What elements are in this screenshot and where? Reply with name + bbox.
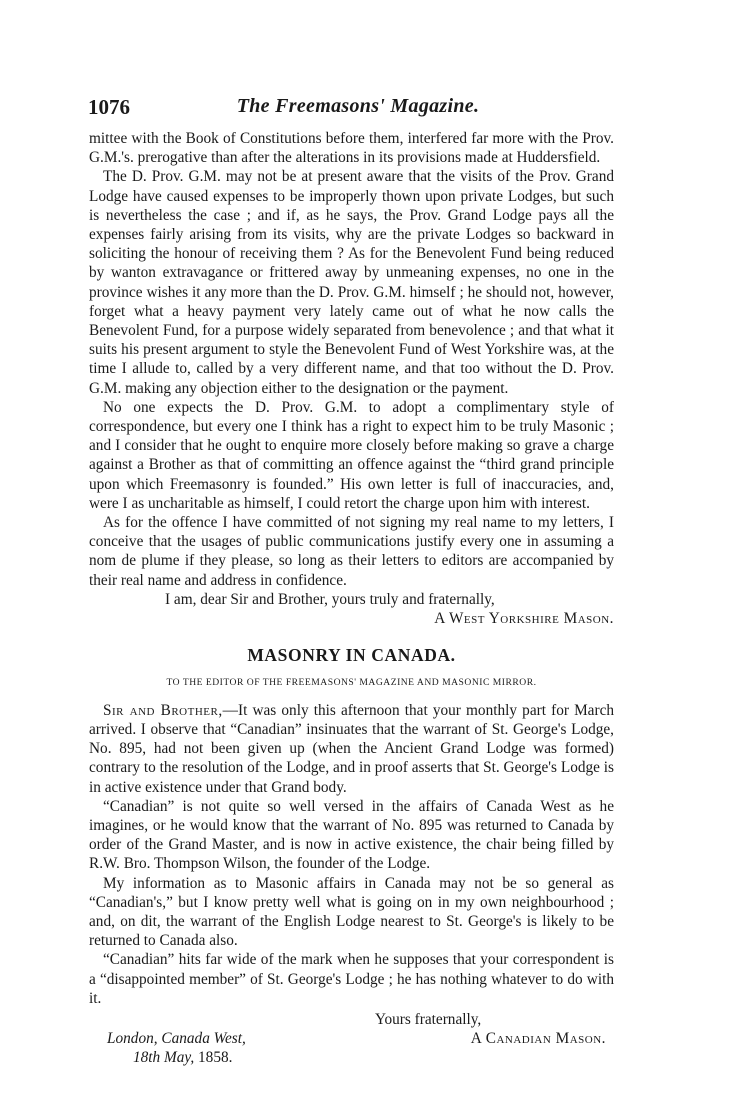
article-paragraph: “Canadian” is not quite so well versed in the affairs of Canada West as he imagines, or he would know that the warrant of No. 895 was returned to Canada by order of the Grand Master, and is now in active existence, the chair being filled by R.W. Bro. Thompson Wilson, the founder of the Lodge. (89, 797, 614, 873)
article-title: MASONRY IN CANADA. (247, 645, 456, 666)
article-paragraph (89, 701, 614, 797)
article-paragraph-text: —It was only this afternoon that your monthly part for March arrived. I observe that “Canadian” insinuates that the warrant of St. George's Lodge, No. 895, had not been given up (when the Ancient Grand Lodge was formed) contrary to the resolution of the Lodge, and in proof asserts that St. George's Lodge is in active existence under that Grand body. (89, 701, 615, 796)
article-subtitle: TO THE EDITOR OF THE FREEMASONS' MAGAZINE AND MASONIC MIRROR. (166, 677, 537, 689)
letter-closing: I am, dear Sir and Brother, yours truly and fraternally, (165, 590, 495, 608)
article-paragraph: My information as to Masonic affairs in Canada may not be so general as “Canadian's,” but I know pretty well what is going on in my own neighbourhood ; and, on dit, the warrant of the English Lodge nearest to St. George's is likely to be returned to Canada also. (89, 874, 614, 950)
article-signature: A Canadian Mason. (470, 1029, 606, 1047)
article-paragraph: “Canadian” hits far wide of the mark when he supposes that your correspondent is a “disappointed member” of St. George's Lodge ; he has nothing whatever to do with it. (89, 951, 614, 1007)
valediction: Yours fraternally, (375, 1010, 482, 1028)
letter-paragraph: As for the offence I have committed of not signing my real name to my letters, I conceive that the usages of public communications justify every one in assuming a nom de plume if they please, so long as their letters to editors are accompanied by their real name and address in confidence. (89, 514, 614, 589)
place-line: London, Canada West, (107, 1029, 246, 1047)
letter-paragraph: No one expects the D. Prov. G.M. to adopt a complimentary style of correspondence, but every one I think has a right to expect him to be truly Masonic ; and I consider that he ought to enquire more closely before making so grave a charge against a Brother as that of committing an offence against the “third grand principle upon which Freemasonry is founded.” His own letter is full of inaccuracies, and, were I as uncharitable as himself, I could retort the charge upon him with interest. (89, 398, 614, 512)
page-number: 1076 (88, 95, 130, 119)
date-month: May, (164, 1048, 195, 1066)
letter-paragraph: mittee with the Book of Constitutions before them, interfered far more with the Prov. G.M.'s. prerogative than after the alterations in its provisions made at Huddersfield. (89, 130, 614, 167)
date-year: 1858. (198, 1048, 233, 1066)
letter-paragraph: The D. Prov. G.M. may not be at present aware that the visits of the Prov. Grand Lodge have caused expenses to be improperly thown upon private Lodges, but such is nevertheless the case ; and if, as he says, the Prov. Grand Lodge pays all the expenses fairly arising from its visits, why are the private Lodges so backward in soliciting the honour of receiving them ? As for the Benevolent Fund being reduced by wanton extravagance or frittered away by unmeaning expenses, no one in the province wishes it any more than the D. Prov. G.M. himself ; he should not, however, forget what a heavy payment very lately came out of what he now calls the Benevolent Fund, for a purpose widely separated from benevolence ; and that what it suits his present argument to style the Benevolent Fund of West Yorkshire was, at the time I allude to, called by a very different name, and that too without the D. Prov. G.M. making any objection either to the designation or the payment. (89, 168, 614, 397)
article-sign-off (89, 1010, 614, 1072)
date-line (133, 1048, 232, 1067)
salutation: Sir and Brother, (103, 701, 223, 719)
text-column (89, 129, 614, 1072)
journal-title: The Freemasons' Magazine. (236, 95, 480, 117)
date-day: 18th (133, 1048, 161, 1066)
letter-signature: A West Yorkshire Mason. (434, 610, 614, 628)
running-head (88, 95, 628, 123)
